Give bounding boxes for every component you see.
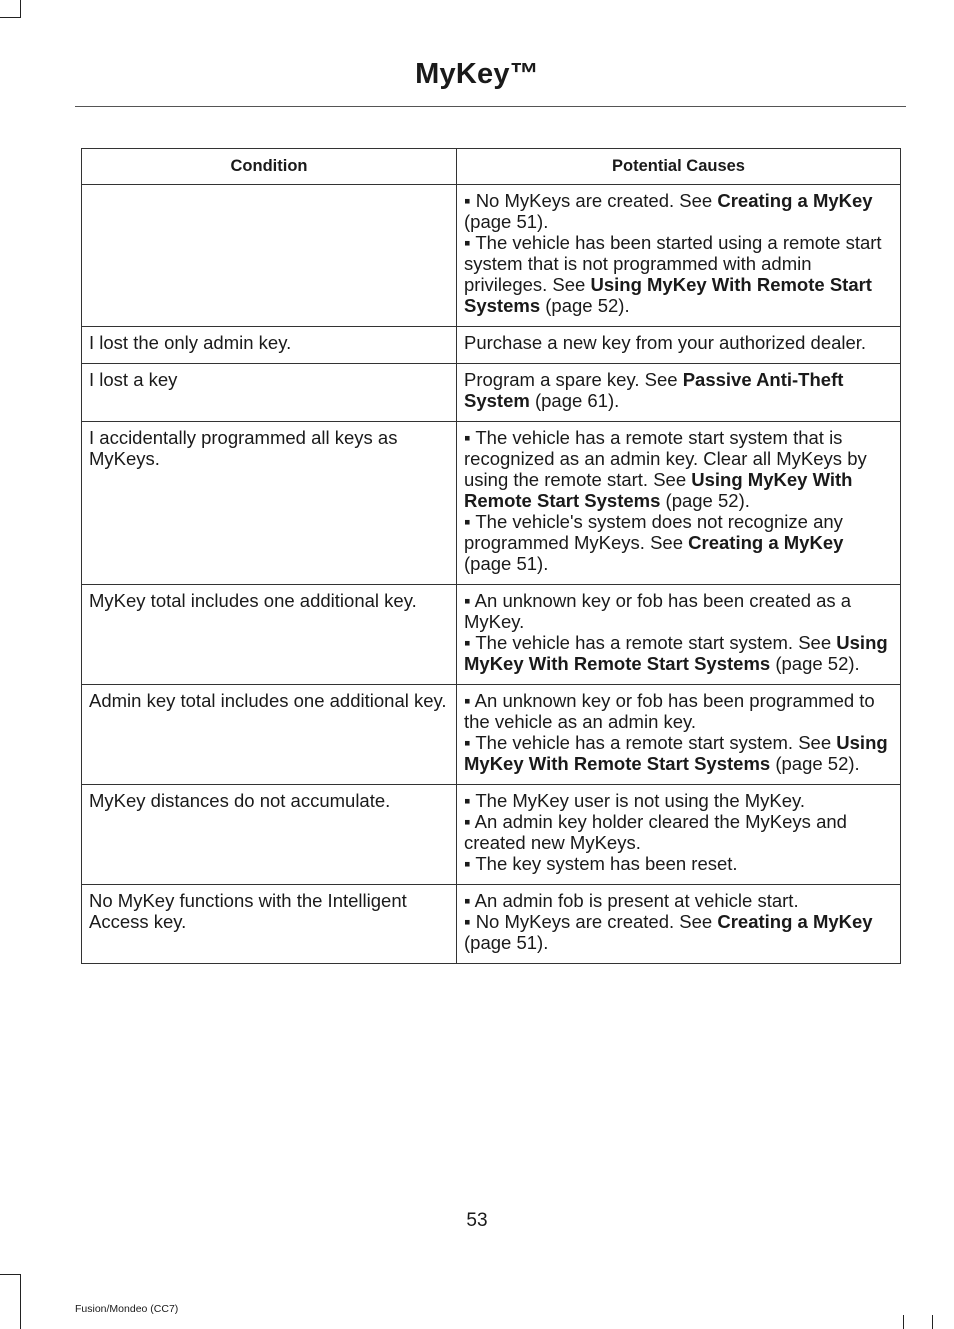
- troubleshooting-table: [81, 148, 901, 964]
- causes-cell: [457, 685, 901, 785]
- page-title: MyKey™: [415, 58, 539, 90]
- cause-text: ▪ An admin fob is present at vehicle start.: [464, 890, 799, 911]
- causes-cell: [457, 364, 901, 422]
- cause-line: [464, 632, 894, 674]
- cause-text: ▪ The key system has been reset.: [464, 853, 738, 874]
- table-row: [82, 327, 901, 364]
- footer-model: Fusion/Mondeo (CC7): [75, 1303, 179, 1315]
- condition-cell: I lost the only admin key.: [82, 327, 457, 364]
- crop-mark: [932, 1315, 933, 1329]
- cause-text: (page 52).: [770, 653, 860, 674]
- causes-cell: [457, 785, 901, 885]
- header-condition: Condition: [82, 149, 457, 185]
- title-divider: [75, 106, 906, 107]
- cross-reference-title: Using MyKey With Remote Start Systems: [464, 469, 853, 511]
- table-row: [82, 185, 901, 327]
- cross-reference-title: Passive Anti-Theft System: [464, 369, 844, 411]
- cause-text: ▪ The vehicle's system does not recognize any programmed MyKeys. See: [464, 511, 843, 553]
- table-row: [82, 785, 901, 885]
- cross-reference-title: Creating a MyKey: [717, 190, 873, 211]
- header-potential-causes: Potential Causes: [457, 149, 901, 185]
- table-header-row: [82, 149, 901, 185]
- cause-text: ▪ The vehicle has a remote start system. See: [464, 632, 837, 653]
- cross-reference-title: Creating a MyKey: [717, 911, 873, 932]
- cause-text: (page 61).: [529, 390, 620, 411]
- cause-text: ▪ No MyKeys are created. See: [464, 190, 718, 211]
- cause-text: (page 51).: [464, 553, 549, 574]
- crop-mark: [0, 1274, 20, 1275]
- cross-reference-title: Creating a MyKey: [688, 532, 844, 553]
- cause-text: (page 52).: [660, 490, 750, 511]
- crop-mark: [20, 0, 21, 18]
- cause-line: [464, 911, 894, 953]
- cause-line: [464, 590, 894, 632]
- causes-cell: [457, 885, 901, 964]
- cause-text: ▪ An admin key holder cleared the MyKeys and created new MyKeys.: [464, 811, 847, 853]
- cause-line: [464, 369, 894, 411]
- causes-cell: [457, 185, 901, 327]
- cause-text: Purchase a new key from your authorized dealer.: [464, 332, 867, 353]
- cause-line: [464, 232, 894, 316]
- condition-cell: I lost a key: [82, 364, 457, 422]
- cause-line: [464, 853, 894, 874]
- causes-cell: [457, 585, 901, 685]
- cause-text: Program a spare key. See: [464, 369, 683, 390]
- cause-text: (page 51).: [464, 211, 549, 232]
- cause-line: [464, 890, 894, 911]
- condition-cell: No MyKey functions with the Intelligent Access key.: [82, 885, 457, 964]
- table-row: [82, 422, 901, 585]
- cause-text: ▪ The MyKey user is not using the MyKey.: [464, 790, 806, 811]
- cause-line: [464, 790, 894, 811]
- cause-text: ▪ The vehicle has been started using a remote start system that is not programmed with admin privileges. See: [464, 232, 882, 295]
- causes-cell: [457, 422, 901, 585]
- crop-mark: [20, 1274, 21, 1329]
- page-number: 53: [466, 1210, 488, 1231]
- table-row: [82, 685, 901, 785]
- cause-text: ▪ The vehicle has a remote start system that is recognized as an admin key. Clear all MyKeys by using the remote start. See: [464, 427, 867, 490]
- table-row: [82, 885, 901, 964]
- table-row: [82, 585, 901, 685]
- cause-text: ▪ The vehicle has a remote start system. See: [464, 732, 837, 753]
- cause-line: [464, 190, 894, 232]
- condition-cell: MyKey distances do not accumulate.: [82, 785, 457, 885]
- condition-cell: [82, 185, 457, 327]
- cause-line: [464, 732, 894, 774]
- cause-line: [464, 511, 894, 574]
- cause-text: (page 52).: [770, 753, 860, 774]
- cause-line: [464, 690, 894, 732]
- cause-line: [464, 427, 894, 511]
- table-row: [82, 364, 901, 422]
- condition-cell: Admin key total includes one additional key.: [82, 685, 457, 785]
- cause-line: [464, 332, 894, 353]
- cause-text: (page 52).: [540, 295, 630, 316]
- cause-text: ▪ An unknown key or fob has been programmed to the vehicle as an admin key.: [464, 690, 875, 732]
- crop-mark: [903, 1315, 904, 1329]
- condition-cell: MyKey total includes one additional key.: [82, 585, 457, 685]
- causes-cell: [457, 327, 901, 364]
- cause-line: [464, 811, 894, 853]
- cause-text: (page 51).: [464, 932, 549, 953]
- condition-cell: I accidentally programmed all keys as MyKeys.: [82, 422, 457, 585]
- cross-reference-title: Using MyKey With Remote Start Systems: [464, 632, 888, 674]
- cause-text: ▪ An unknown key or fob has been created as a MyKey.: [464, 590, 852, 632]
- cross-reference-title: Using MyKey With Remote Start Systems: [464, 274, 872, 316]
- crop-mark: [0, 17, 20, 18]
- cross-reference-title: Using MyKey With Remote Start Systems: [464, 732, 888, 774]
- cause-text: ▪ No MyKeys are created. See: [464, 911, 718, 932]
